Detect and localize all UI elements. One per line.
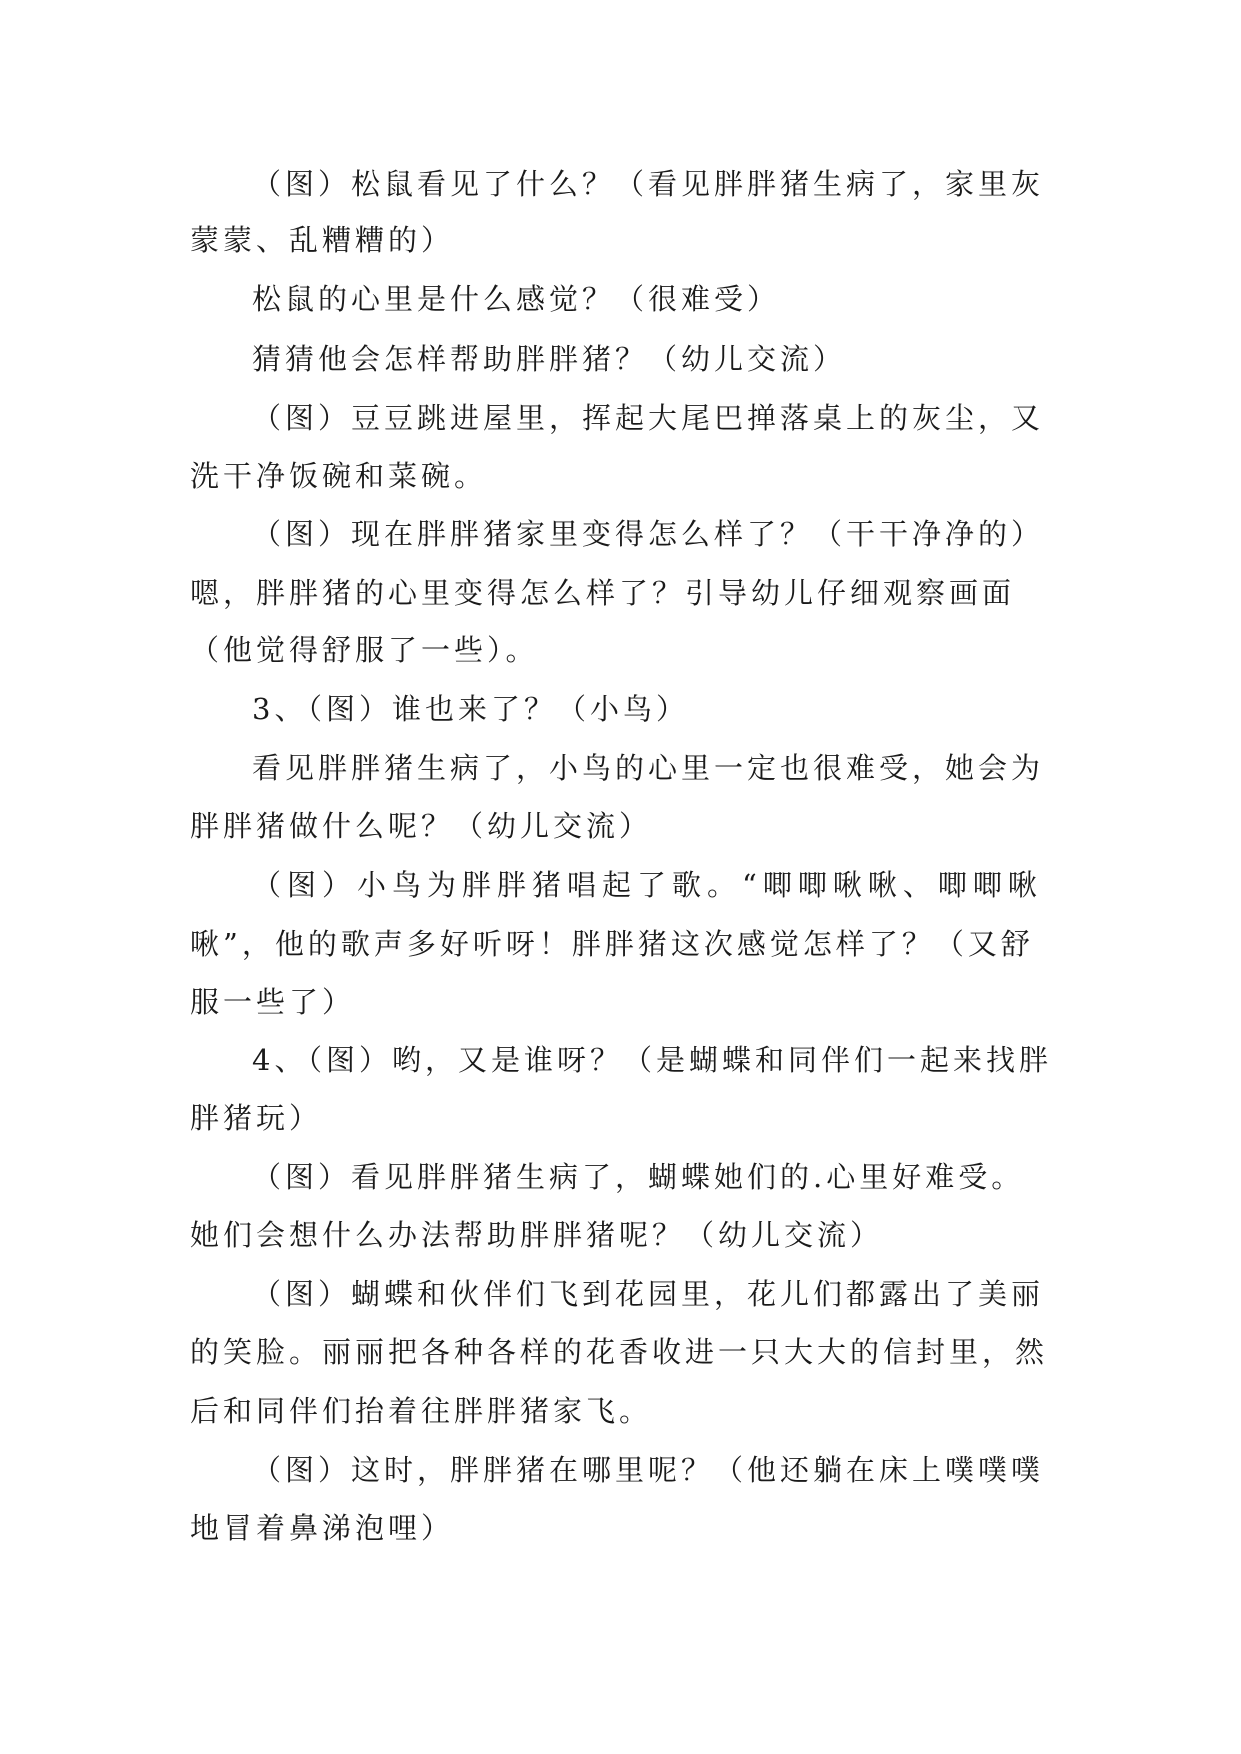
paragraph-line: 服一些了）	[190, 985, 356, 1019]
paragraph-line: 后和同伴们抬着往胖胖猪家飞。	[190, 1394, 653, 1428]
paragraph-line: 松鼠的心里是什么感觉？（很难受）	[252, 282, 781, 316]
paragraph-line: 她们会想什么办法帮助胖胖猪呢？（幼儿交流）	[190, 1218, 884, 1252]
paragraph-line: 啾”，他的歌声多好听呀！胖胖猪这次感觉怎样了？（又舒	[190, 927, 1034, 961]
paragraph-line: （图）小鸟为胖胖猪唱起了歌。“唧唧啾啾、唧唧啾	[252, 868, 1043, 902]
paragraph-line: 蒙蒙、乱糟糟的）	[190, 223, 455, 257]
paragraph-line: （图）这时，胖胖猪在哪里呢？（他还躺在床上噗噗噗	[252, 1453, 1045, 1487]
paragraph-line: （图）现在胖胖猪家里变得怎么样了？（干干净净的）	[252, 517, 1045, 551]
paragraph-line: 胖猪玩）	[190, 1101, 323, 1135]
paragraph-line: 嗯，胖胖猪的心里变得怎么样了？引导幼儿仔细观察画面	[190, 576, 1016, 610]
paragraph-line: 看见胖胖猪生病了，小鸟的心里一定也很难受，她会为	[252, 751, 1045, 785]
paragraph-line: （图）松鼠看见了什么？（看见胖胖猪生病了，家里灰	[252, 167, 1045, 201]
paragraph-line: （图）豆豆跳进屋里，挥起大尾巴掸落桌上的灰尘，又	[252, 401, 1045, 435]
paragraph-line: 猜猜他会怎样帮助胖胖猪？（幼儿交流）	[252, 342, 847, 376]
paragraph-line: 胖胖猪做什么呢？（幼儿交流）	[190, 809, 653, 843]
paragraph-line: （图）看见胖胖猪生病了，蝴蝶她们的.心里好难受。	[252, 1160, 1025, 1194]
paragraph-line: （他觉得舒服了一些）。	[190, 633, 539, 667]
paragraph-line: 地冒着鼻涕泡哩）	[190, 1511, 455, 1545]
paragraph-line: 4、（图）哟，又是谁呀？（是蝴蝶和同伴们一起来找胖	[252, 1043, 1052, 1077]
paragraph-line: （图）蝴蝶和伙伴们飞到花园里，花儿们都露出了美丽	[252, 1277, 1045, 1311]
paragraph-line: 洗干净饭碗和菜碗。	[190, 459, 488, 493]
paragraph-line: 3、（图）谁也来了？（小鸟）	[252, 692, 689, 726]
paragraph-line: 的笑脸。丽丽把各种各样的花香收进一只大大的信封里，然	[190, 1335, 1049, 1369]
